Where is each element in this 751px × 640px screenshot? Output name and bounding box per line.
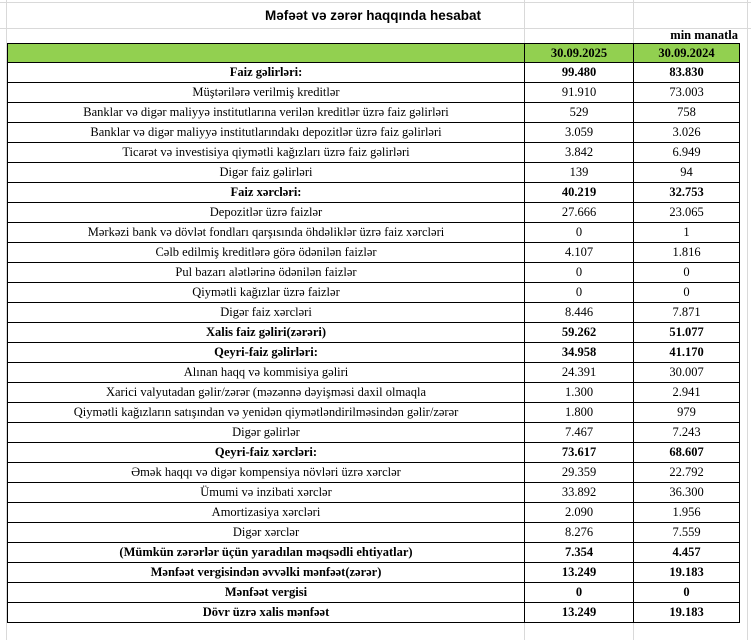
table-row xyxy=(8,563,740,583)
income-statement-table xyxy=(7,43,740,623)
row-label: Mənfəət vergisindən əvvəlki mənfəət(zərər) xyxy=(8,563,525,583)
value-2025: 8.446 xyxy=(525,303,634,323)
table-row xyxy=(8,123,740,143)
row-label: Digər gəlirlər xyxy=(8,423,525,443)
value-2025: 0 xyxy=(525,263,634,283)
value-2024: 19.183 xyxy=(634,563,740,583)
table-row xyxy=(8,83,740,103)
value-2024: 0 xyxy=(634,283,740,303)
value-2025: 73.617 xyxy=(525,443,634,463)
row-label: Amortizasiya xərcləri xyxy=(8,503,525,523)
row-label: Xalis faiz gəliri(zərəri) xyxy=(8,323,525,343)
row-label: Mərkəzi bank və dövlət fondları qarşısında öhdəliklər üzrə faiz xərcləri xyxy=(8,223,525,243)
column-header-2024: 30.09.2024 xyxy=(634,44,740,63)
value-2025: 24.391 xyxy=(525,363,634,383)
value-2025: 33.892 xyxy=(525,483,634,503)
value-2024: 2.941 xyxy=(634,383,740,403)
value-2024: 32.753 xyxy=(634,183,740,203)
row-label: Ticarət və investisiya qiymətli kağızları üzrə faiz gəlirləri xyxy=(8,143,525,163)
value-2025: 3.842 xyxy=(525,143,634,163)
table-header-row xyxy=(8,44,740,63)
value-2025: 3.059 xyxy=(525,123,634,143)
row-label: Əmək haqqı və digər kompensiya növləri üzrə xərclər xyxy=(8,463,525,483)
table-row xyxy=(8,243,740,263)
table-row xyxy=(8,163,740,183)
row-label: Digər xərclər xyxy=(8,523,525,543)
value-2025: 0 xyxy=(525,583,634,603)
table-row xyxy=(8,203,740,223)
value-2024: 22.792 xyxy=(634,463,740,483)
value-2024: 30.007 xyxy=(634,363,740,383)
row-label: Digər faiz xərcləri xyxy=(8,303,525,323)
gridline-horizontal-top xyxy=(0,2,751,3)
value-2024: 36.300 xyxy=(634,483,740,503)
row-label: Cəlb edilmiş kreditlərə görə ödənilən faizlər xyxy=(8,243,525,263)
value-2025: 0 xyxy=(525,283,634,303)
table-row xyxy=(8,303,740,323)
value-2024: 3.026 xyxy=(634,123,740,143)
value-2024: 19.183 xyxy=(634,603,740,623)
value-2024: 7.871 xyxy=(634,303,740,323)
value-2024: 73.003 xyxy=(634,83,740,103)
table-row xyxy=(8,603,740,623)
value-2025: 13.249 xyxy=(525,563,634,583)
value-2024: 0 xyxy=(634,583,740,603)
table-row xyxy=(8,483,740,503)
table-row xyxy=(8,263,740,283)
table-row xyxy=(8,463,740,483)
table-row xyxy=(8,443,740,463)
value-2025: 29.359 xyxy=(525,463,634,483)
value-2025: 7.467 xyxy=(525,423,634,443)
row-label: Xarici valyutadan gəlir/zərər (məzənnə dəyişməsi daxil olmaqla xyxy=(8,383,525,403)
row-label: Banklar və digər maliyyə institutlarındakı depozitlər üzrə faiz gəlirləri xyxy=(8,123,525,143)
row-label: Dövr üzrə xalis mənfəət xyxy=(8,603,525,623)
value-2024: 1 xyxy=(634,223,740,243)
row-label: Depozitlər üzrə faizlər xyxy=(8,203,525,223)
table-row xyxy=(8,543,740,563)
value-2024: 83.830 xyxy=(634,63,740,83)
value-2025: 13.249 xyxy=(525,603,634,623)
unit-note: min manatla xyxy=(670,28,738,42)
row-label: Faiz xərcləri: xyxy=(8,183,525,203)
row-label-header xyxy=(8,44,525,63)
value-2025: 1.800 xyxy=(525,403,634,423)
row-label: Digər faiz gəlirləri xyxy=(8,163,525,183)
report-title: Məfəət və zərər haqqında hesabat xyxy=(264,8,482,23)
table-row xyxy=(8,343,740,363)
table-row xyxy=(8,403,740,423)
table-row xyxy=(8,363,740,383)
value-2024: 7.243 xyxy=(634,423,740,443)
table-body xyxy=(8,63,740,623)
row-label: Mənfəət vergisi xyxy=(8,583,525,603)
row-label: Banklar və digər maliyyə institutlarına verilən kreditlər üzrə faiz gəlirləri xyxy=(8,103,525,123)
table-row xyxy=(8,503,740,523)
value-2025: 7.354 xyxy=(525,543,634,563)
table-row xyxy=(8,383,740,403)
value-2025: 27.666 xyxy=(525,203,634,223)
value-2025: 99.480 xyxy=(525,63,634,83)
value-2024: 979 xyxy=(634,403,740,423)
value-2025: 2.090 xyxy=(525,503,634,523)
row-label: Faiz gəlirləri: xyxy=(8,63,525,83)
table-row xyxy=(8,183,740,203)
table-row xyxy=(8,223,740,243)
row-label: Ümumi və inzibati xərclər xyxy=(8,483,525,503)
value-2024: 0 xyxy=(634,263,740,283)
value-2025: 1.300 xyxy=(525,383,634,403)
row-label: Qiymətli kağızlar üzrə faizlər xyxy=(8,283,525,303)
value-2024: 51.077 xyxy=(634,323,740,343)
table-row xyxy=(8,143,740,163)
table-row xyxy=(8,283,740,303)
value-2024: 758 xyxy=(634,103,740,123)
value-2025: 139 xyxy=(525,163,634,183)
value-2024: 68.607 xyxy=(634,443,740,463)
row-label: Qeyri-faiz gəlirləri: xyxy=(8,343,525,363)
gridline-horizontal-title xyxy=(0,28,751,29)
value-2024: 23.065 xyxy=(634,203,740,223)
value-2025: 529 xyxy=(525,103,634,123)
value-2024: 4.457 xyxy=(634,543,740,563)
row-label: Qiymətli kağızların satışından və yenidən qiymətləndirilməsindən gəlir/zərər xyxy=(8,403,525,423)
value-2025: 91.910 xyxy=(525,83,634,103)
gridline-vertical-right xyxy=(747,0,748,640)
value-2025: 0 xyxy=(525,223,634,243)
value-2025: 40.219 xyxy=(525,183,634,203)
value-2025: 59.262 xyxy=(525,323,634,343)
row-label: (Mümkün zərərlər üçün yaradılan məqsədli ehtiyatlar) xyxy=(8,543,525,563)
column-header-2025: 30.09.2025 xyxy=(525,44,634,63)
row-label: Alınan haqq və kommisiya gəliri xyxy=(8,363,525,383)
value-2025: 34.958 xyxy=(525,343,634,363)
row-label: Pul bazarı alətlərinə ödənilən faizlər xyxy=(8,263,525,283)
table-row xyxy=(8,103,740,123)
value-2024: 1.956 xyxy=(634,503,740,523)
table-row xyxy=(8,583,740,603)
value-2024: 7.559 xyxy=(634,523,740,543)
row-label: Qeyri-faiz xərcləri: xyxy=(8,443,525,463)
value-2024: 1.816 xyxy=(634,243,740,263)
table-row xyxy=(8,323,740,343)
value-2024: 41.170 xyxy=(634,343,740,363)
table-row xyxy=(8,63,740,83)
value-2024: 94 xyxy=(634,163,740,183)
value-2025: 8.276 xyxy=(525,523,634,543)
table-row xyxy=(8,423,740,443)
row-label: Müştərilərə verilmiş kreditlər xyxy=(8,83,525,103)
value-2025: 4.107 xyxy=(525,243,634,263)
value-2024: 6.949 xyxy=(634,143,740,163)
table-row xyxy=(8,523,740,543)
